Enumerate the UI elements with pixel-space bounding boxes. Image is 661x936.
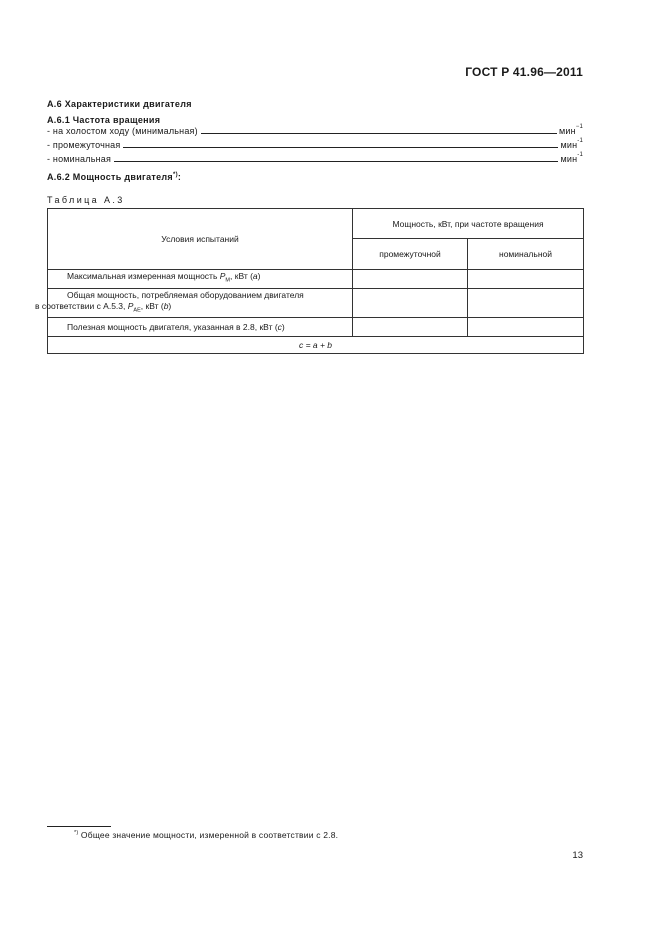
document-header: ГОСТ Р 41.96—2011 (465, 65, 583, 79)
row-net-power: Полезная мощность двигателя, указанная в 2.8, кВт (c) (48, 318, 353, 337)
row-equipment-power: Общая мощность, потребляемая оборудованием двигателя в соответствии с А.5.3, $P_{AE}$, кВт (b) (48, 289, 353, 318)
formula-cell: c = a + b (48, 337, 584, 354)
header-intermediate: промежуточной (353, 239, 468, 270)
header-power: Мощность, кВт, при частоте вращения (353, 209, 584, 239)
cell-empty (468, 270, 584, 289)
table-caption: Таблица А.3 (47, 195, 125, 205)
speed-line-nominal (47, 154, 583, 164)
power-table (35, 208, 584, 354)
section-a61-title: А.6.1 Частота вращения (47, 115, 161, 125)
section-a62-title: А.6.2 Мощность двигателя*): (47, 172, 182, 182)
speed-label: - на холостом ходу (минимальная) (47, 126, 198, 136)
footnote-divider (47, 826, 111, 827)
fill-line (123, 147, 558, 148)
unit-label: мин$^{-1}$ (560, 152, 583, 164)
row-max-power: Максимальная измеренная мощность $P_M$, кВт (a) (48, 270, 353, 289)
cell-empty (353, 318, 468, 337)
fill-line (201, 133, 557, 134)
speed-line-intermediate (47, 140, 583, 150)
unit-label: мин$^{-1}$ (560, 138, 583, 150)
speed-line-idle (47, 126, 583, 136)
cell-empty (468, 318, 584, 337)
table-row (48, 270, 584, 289)
table-row (48, 337, 584, 354)
fill-line (114, 161, 558, 162)
footnote: *) Общее значение мощности, измеренной в соответствии с 2.8. (74, 830, 339, 840)
table-row (48, 289, 584, 318)
header-conditions: Условия испытаний (48, 209, 353, 270)
unit-label: мин$^{-1}$ (558, 124, 583, 136)
header-nominal: номинальной (468, 239, 584, 270)
cell-empty (353, 270, 468, 289)
cell-empty (353, 289, 468, 318)
speed-label: - промежуточная (47, 140, 121, 150)
speed-label: - номинальная (47, 154, 112, 164)
table-row (48, 318, 584, 337)
section-a6-title: А.6 Характеристики двигателя (47, 99, 192, 109)
page-number: 13 (572, 850, 583, 861)
cell-empty (468, 289, 584, 318)
